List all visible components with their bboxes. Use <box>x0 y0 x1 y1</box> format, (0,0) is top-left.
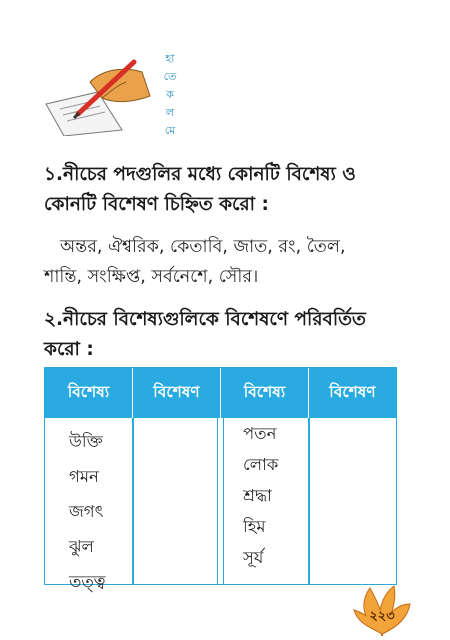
noun-column-2 <box>243 418 278 573</box>
question-2-line-2: করো : <box>44 339 94 360</box>
table-header <box>45 368 396 418</box>
table-cell: লোক <box>243 455 279 474</box>
vertical-char: মে <box>164 124 176 137</box>
table-cell: গমন <box>69 467 99 486</box>
conversion-table <box>44 367 397 591</box>
table-cell: শ্রদ্ধা <box>243 486 272 505</box>
vertical-char: ক <box>166 88 174 101</box>
question-1 <box>44 160 424 220</box>
vertical-char: হা <box>165 52 175 65</box>
question-2-line-1: ২.নীচের বিশেষ্যগুলিকে বিশেষণে পরিবর্তিত <box>44 309 366 330</box>
header-adjective-1: বিশেষণ <box>133 368 221 418</box>
word-list-line-1: অন্তর, ঐশ্বরিক, কেতাবি, জাত, রং, তৈল, <box>60 237 346 257</box>
vertical-char: ল <box>165 106 175 119</box>
hand-writing-illustration <box>42 52 152 136</box>
header-noun-2: বিশেষ্য <box>221 368 309 418</box>
table-cell: ঝুল <box>69 537 94 556</box>
noun-column-1 <box>69 424 106 599</box>
column-divider <box>308 418 310 584</box>
question-1-line-2: কোনটি বিশেষণ চিহ্নিত করো : <box>44 194 269 215</box>
column-divider-double <box>217 418 224 584</box>
table-cell: পতন <box>243 424 277 443</box>
table-cell: সূর্য <box>243 548 264 567</box>
column-divider <box>132 418 134 584</box>
page-number-badge <box>352 584 412 636</box>
word-list <box>44 232 414 292</box>
page-number: ২২৩ <box>369 609 395 624</box>
table-cell: হিম <box>243 517 266 536</box>
header-adjective-2: বিশেষণ <box>329 383 376 401</box>
header-noun-1: বিশেষ্য <box>45 368 133 418</box>
table-cell: তত্ত্ব <box>69 572 106 591</box>
question-2 <box>44 305 424 365</box>
table-cell: উক্তি <box>69 432 103 451</box>
word-list-line-2: শান্তি, সংক্ষিপ্ত, সর্বনেশে, সৌর। <box>44 267 259 287</box>
vertical-char: তে <box>163 70 177 83</box>
vertical-label <box>160 50 180 140</box>
table-cell: জগৎ <box>69 502 104 521</box>
question-1-line-1: ১.নীচের পদগুলির মধ্যে কোনটি বিশেষ্য ও <box>44 164 356 185</box>
leaf-icon <box>352 584 412 636</box>
